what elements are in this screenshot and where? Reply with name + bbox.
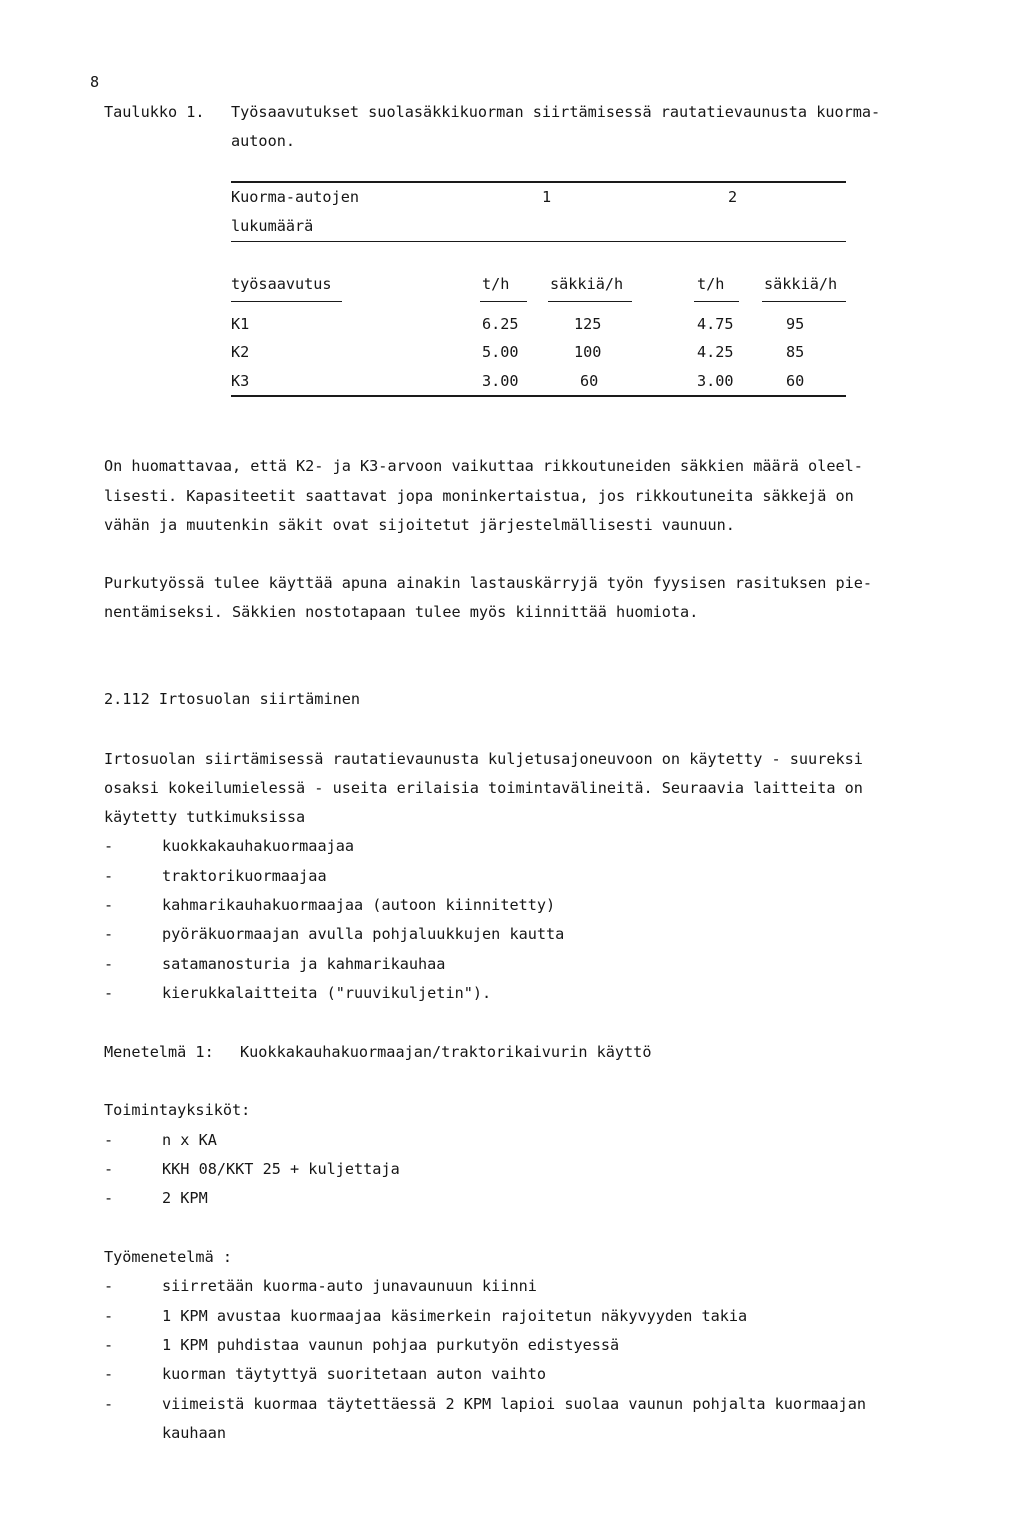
paragraph-line: Purkutyössä tulee käyttää apuna ainakin lastauskärryjä työn fyysisen rasituksen pie- — [104, 574, 873, 592]
list-item: 2 KPM — [162, 1189, 208, 1207]
table-cell: 4.25 — [697, 343, 734, 361]
underline-rowheader — [231, 301, 342, 302]
paragraph-line: vähän ja muutenkin säkit ovat sijoitetut järjestelmällisesti vaunuun. — [104, 516, 735, 534]
table-caption-line1: Työsaavutukset suolasäkkikuorman siirtämisessä rautatievaunusta kuorma- — [231, 103, 881, 121]
page-number: 8 — [90, 73, 100, 91]
list-item: pyöräkuormaajan avulla pohjaluukkujen kautta — [162, 925, 565, 943]
table-cell: 60 — [786, 372, 805, 390]
table-row-label: K2 — [231, 343, 250, 361]
underline-sakkia-2 — [762, 301, 846, 302]
list-bullet: - — [104, 1131, 114, 1149]
list-item: viimeistä kuormaa täytettäessä 2 KPM lapioi suolaa vaunun pohjalta kuormaajan — [162, 1395, 867, 1413]
table-cell: 125 — [574, 315, 602, 333]
list-item: siirretään kuorma-auto junavaunuun kiinni — [162, 1277, 537, 1295]
list-bullet: - — [104, 925, 114, 943]
trucks-label-line1: Kuorma-autojen — [231, 188, 360, 206]
table-cell: 3.00 — [697, 372, 734, 390]
list-bullet: - — [104, 867, 114, 885]
units-heading: Toimintayksiköt: — [104, 1101, 251, 1119]
paragraph-line: Irtosuolan siirtämisessä rautatievaunusta kuljetusajoneuvoon on käytetty - suureksi — [104, 750, 863, 768]
list-bullet: - — [104, 896, 114, 914]
paragraph-line: lisesti. Kapasiteetit saattavat jopa moninkertaistua, jos rikkoutuneita säkkejä on — [104, 487, 854, 505]
work-heading: Työmenetelmä : — [104, 1248, 233, 1266]
table-bottom-rule — [231, 395, 846, 397]
list-item: 1 KPM avustaa kuormaajaa käsimerkein rajoitetun näkyvyyden takia — [162, 1307, 748, 1325]
list-bullet: - — [104, 1336, 114, 1354]
table-mid-rule — [231, 241, 846, 242]
list-item-continuation: kauhaan — [162, 1424, 227, 1442]
table-cell: 3.00 — [482, 372, 519, 390]
table-row-label: K1 — [231, 315, 250, 333]
list-bullet: - — [104, 955, 114, 973]
col-header-sakkia-1: säkkiä/h — [550, 275, 624, 293]
table-cell: 6.25 — [482, 315, 519, 333]
section-heading: 2.112 Irtosuolan siirtäminen — [104, 690, 361, 708]
table-cell: 60 — [580, 372, 599, 390]
table-caption-line2: autoon. — [231, 132, 296, 150]
table-cell: 4.75 — [697, 315, 734, 333]
paragraph-line: osaksi kokeilumielessä - useita erilaisia toimintavälineitä. Seuraavia laitteita on — [104, 779, 863, 797]
col-header-th-1: t/h — [482, 275, 510, 293]
list-item: kuokkakauhakuormaajaa — [162, 837, 355, 855]
paragraph-line: On huomattavaa, että K2- ja K3-arvoon vaikuttaa rikkoutuneiden säkkien määrä oleel- — [104, 457, 863, 475]
trucks-label-line2: lukumäärä — [231, 217, 314, 235]
list-bullet: - — [104, 1395, 114, 1413]
list-bullet: - — [104, 837, 114, 855]
table-cell: 95 — [786, 315, 805, 333]
list-bullet: - — [104, 984, 114, 1002]
list-item: kierukkalaitteita ("ruuvikuljetin"). — [162, 984, 492, 1002]
list-bullet: - — [104, 1307, 114, 1325]
table-cell: 5.00 — [482, 343, 519, 361]
underline-th-1 — [480, 301, 527, 302]
underline-th-2 — [694, 301, 739, 302]
col-header-sakkia-2: säkkiä/h — [764, 275, 838, 293]
list-item: traktorikuormaajaa — [162, 867, 327, 885]
method-label: Menetelmä 1: — [104, 1043, 214, 1061]
table-row-label: K3 — [231, 372, 250, 390]
list-item: kahmarikauhakuormaajaa (autoon kiinnitetty) — [162, 896, 556, 914]
paragraph-line: käytetty tutkimuksissa — [104, 808, 306, 826]
list-item: kuorman täytyttyä suoritetaan auton vaihto — [162, 1365, 547, 1383]
list-bullet: - — [104, 1365, 114, 1383]
table-cell: 85 — [786, 343, 805, 361]
underline-sakkia-1 — [548, 301, 632, 302]
list-bullet: - — [104, 1189, 114, 1207]
list-item: KKH 08/KKT 25 + kuljettaja — [162, 1160, 400, 1178]
table-top-rule — [231, 181, 846, 183]
table-caption-label: Taulukko 1. — [104, 103, 205, 121]
paragraph-line: nentämiseksi. Säkkien nostotapaan tulee myös kiinnittää huomiota. — [104, 603, 699, 621]
truck-count-1: 1 — [542, 188, 552, 206]
list-bullet: - — [104, 1277, 114, 1295]
list-item: satamanosturia ja kahmarikauhaa — [162, 955, 446, 973]
list-bullet: - — [104, 1160, 114, 1178]
col-header-th-2: t/h — [697, 275, 725, 293]
table-cell: 100 — [574, 343, 602, 361]
row-header: työsaavutus — [231, 275, 332, 293]
method-text: Kuokkakauhakuormaajan/traktorikaivurin käyttö — [240, 1043, 652, 1061]
list-item: n x KA — [162, 1131, 217, 1149]
list-item: 1 KPM puhdistaa vaunun pohjaa purkutyön edistyessä — [162, 1336, 620, 1354]
truck-count-2: 2 — [728, 188, 738, 206]
